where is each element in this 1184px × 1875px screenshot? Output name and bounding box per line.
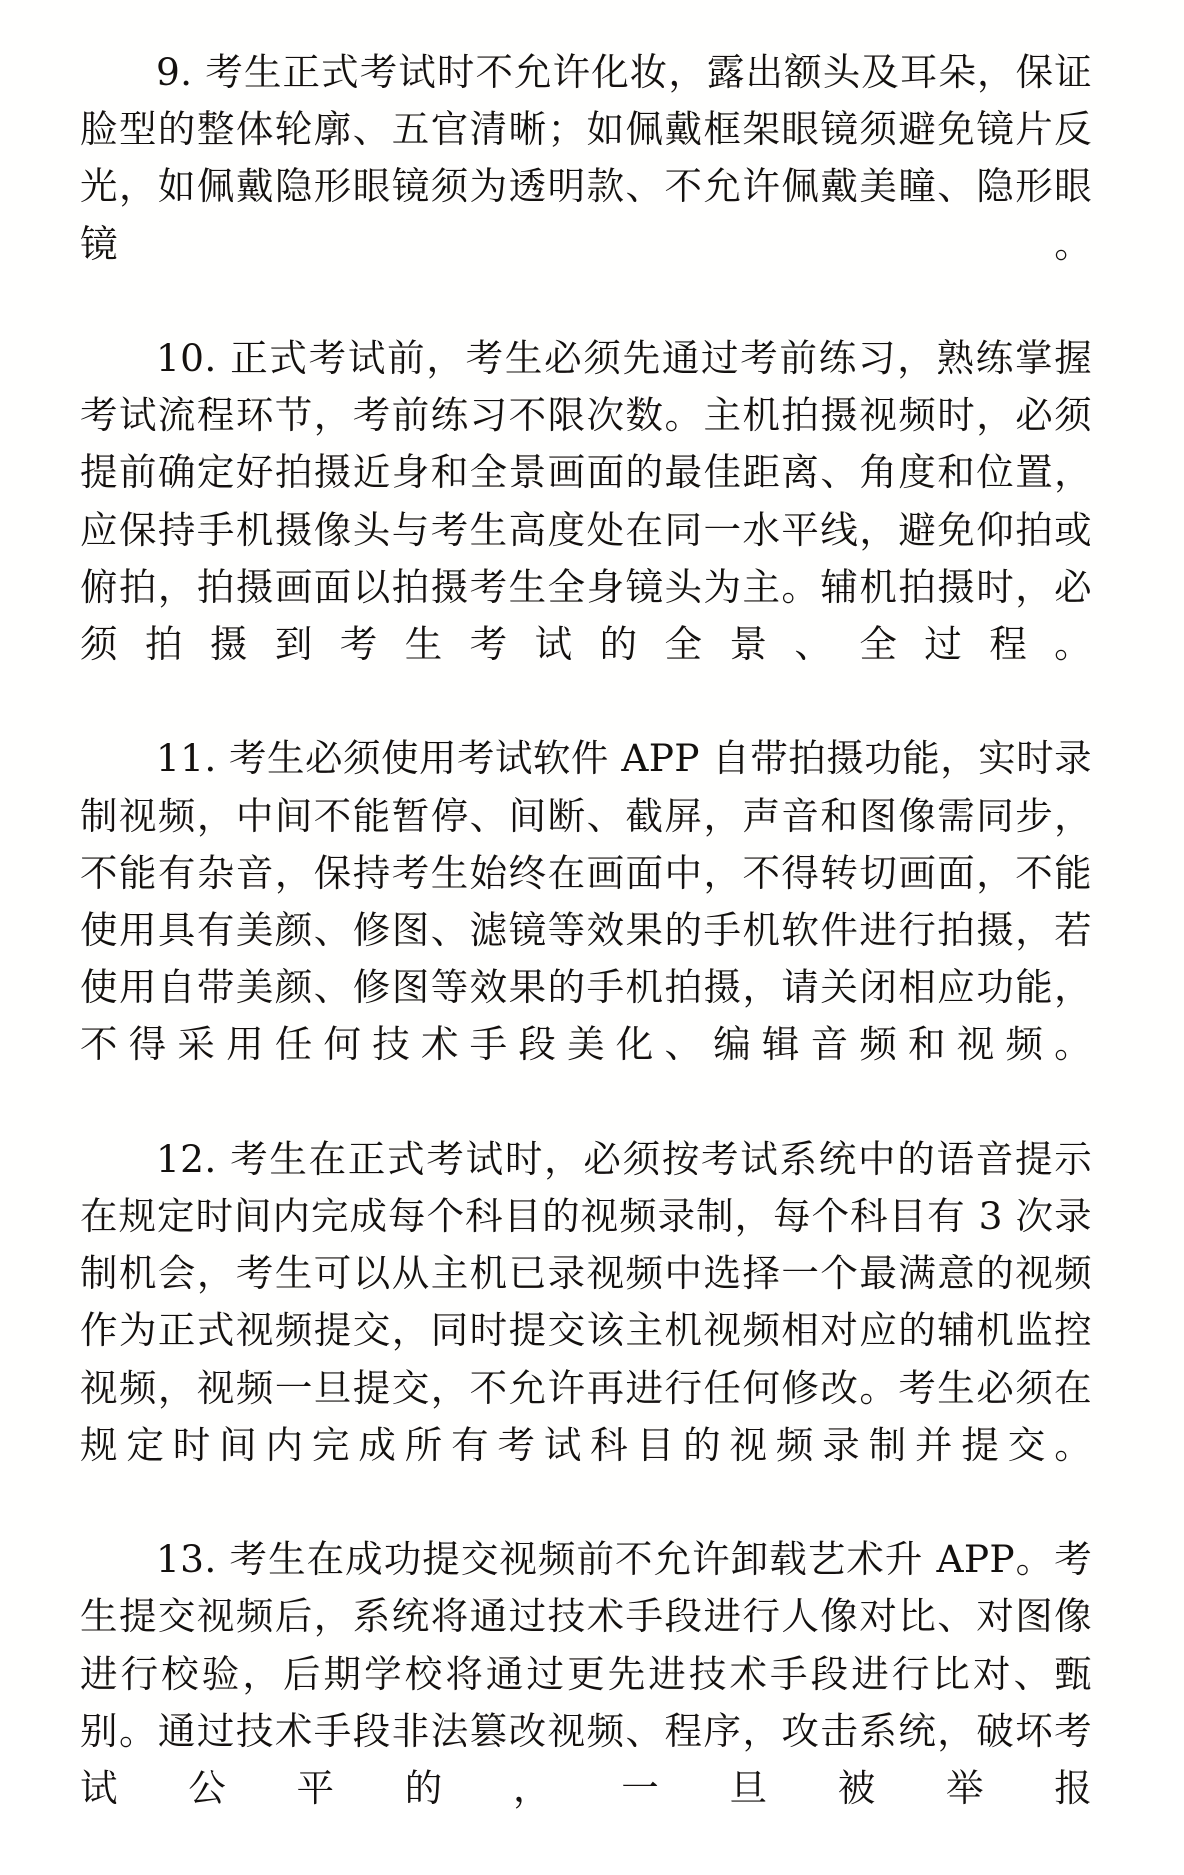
paragraph-13: 13. 考生在成功提交视频前不允许卸载艺术升 APP。考生提交视频后，系统将通过技术手段进行人像对比、对图像进行校验，后期学校将通过更先进技术手段进行比对、甄别。通过技术手段非法篡改视频、程序，攻击系统，破坏考试公平的，一旦被举报 <box>80 1537 1092 1811</box>
paragraph-9: 9. 考生正式考试时不允许化妆，露出额头及耳朵，保证脸型的整体轮廓、五官清晰；如佩戴框架眼镜须避免镜片反光，如佩戴隐形眼镜须为透明款、不允许佩戴美瞳、隐形眼镜。 <box>80 50 1092 266</box>
paragraph-11: 11. 考生必须使用考试软件 APP 自带拍摄功能，实时录制视频，中间不能暂停、间断、截屏，声音和图像需同步，不能有杂音，保持考生始终在画面中，不得转切画面，不能使用具有美颜、修图、滤镜等效果的手机软件进行拍摄，若使用自带美颜、修图等效果的手机拍摄，请关闭相应功能，不得采用任何技术手段美化、编辑音频和视频。 <box>80 736 1092 1067</box>
document-text-body <box>80 44 1092 1875</box>
paragraph-10: 10. 正式考试前，考生必须先通过考前练习，熟练掌握考试流程环节，考前练习不限次数。主机拍摄视频时，必须提前确定好拍摄近身和全景画面的最佳距离、角度和位置，应保持手机摄像头与考生高度处在同一水平线，避免仰拍或俯拍，拍摄画面以拍摄考生全身镜头为主。辅机拍摄时，必须拍摄到考生考试的全景、全过程。 <box>80 336 1092 667</box>
paragraph-12: 12. 考生在正式考试时，必须按考试系统中的语音提示在规定时间内完成每个科目的视频录制，每个科目有 3 次录制机会，考生可以从主机已录视频中选择一个最满意的视频作为正式视频提交，同时提交该主机视频相对应的辅机监控视频，视频一旦提交，不允许再进行任何修改。考生必须在规定时间内完成所有考试科目的视频录制并提交。 <box>80 1136 1092 1467</box>
